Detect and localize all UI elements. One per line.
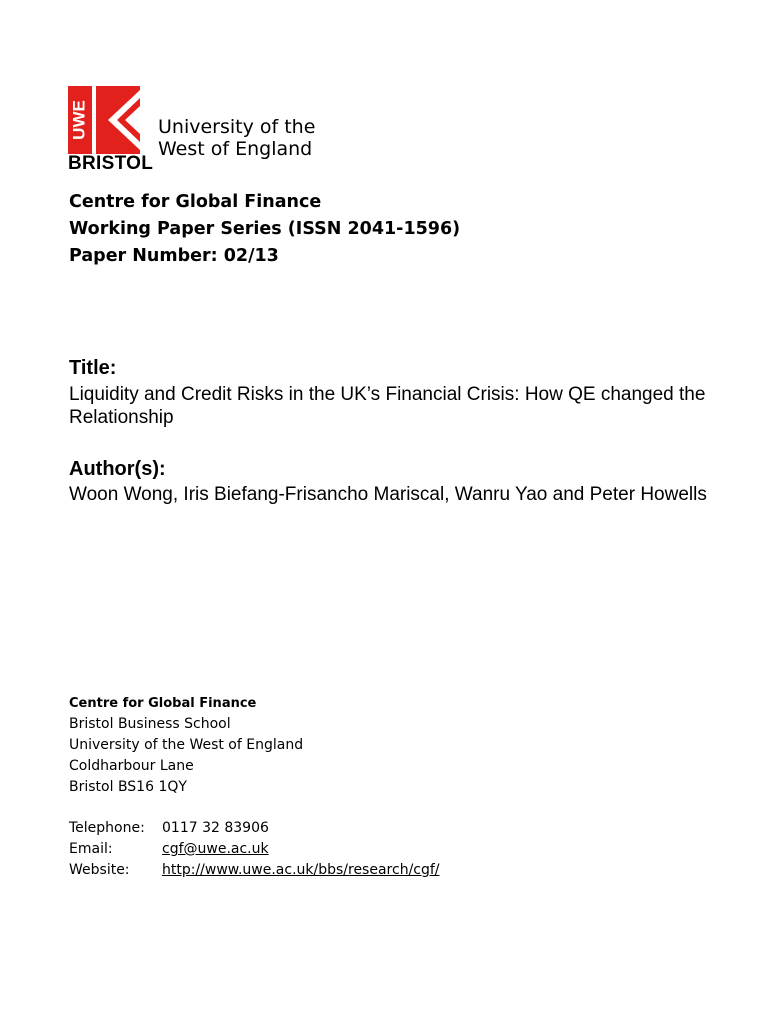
paper-authors: Woon Wong, Iris Biefang-Frisancho Mariscal, Wanru Yao and Peter Howells (69, 484, 707, 505)
uwe-logo (68, 86, 318, 178)
address-block (69, 693, 303, 798)
email-label: Email: (69, 841, 113, 857)
telephone-value: 0117 32 83906 (162, 820, 269, 836)
logo-city: BRISTOL (68, 153, 154, 174)
address-school: Bristol Business School (69, 716, 231, 732)
svg-text:UWE: UWE (69, 100, 89, 140)
uwe-logo-mark (68, 86, 140, 154)
paper-title: Liquidity and Credit Risks in the UK’s Financial Crisis: How QE changed the Relationship (69, 384, 706, 428)
telephone-row (69, 818, 440, 839)
series-name: Working Paper Series (ISSN 2041-1596) (69, 219, 461, 239)
email-row (69, 839, 440, 860)
website-label: Website: (69, 862, 130, 878)
telephone-label: Telephone: (69, 820, 145, 836)
centre-name: Centre for Global Finance (69, 192, 322, 212)
series-block (69, 189, 460, 270)
university-name-line2: West of England (158, 138, 313, 160)
contact-block (69, 818, 440, 881)
address-street: Coldharbour Lane (69, 758, 194, 774)
university-name (158, 116, 315, 160)
address-university: University of the West of England (69, 737, 304, 753)
authors-heading: Author(s): (69, 458, 166, 480)
title-heading: Title: (69, 357, 117, 379)
paper-number: Paper Number: 02/13 (69, 246, 279, 266)
address-centre: Centre for Global Finance (69, 696, 257, 711)
address-postcode: Bristol BS16 1QY (69, 779, 187, 795)
email-link[interactable]: cgf@uwe.ac.uk (162, 841, 269, 857)
website-row (69, 860, 440, 881)
university-name-line1: University of the (158, 116, 316, 138)
website-link[interactable]: http://www.uwe.ac.uk/bbs/research/cgf/ (162, 862, 440, 878)
